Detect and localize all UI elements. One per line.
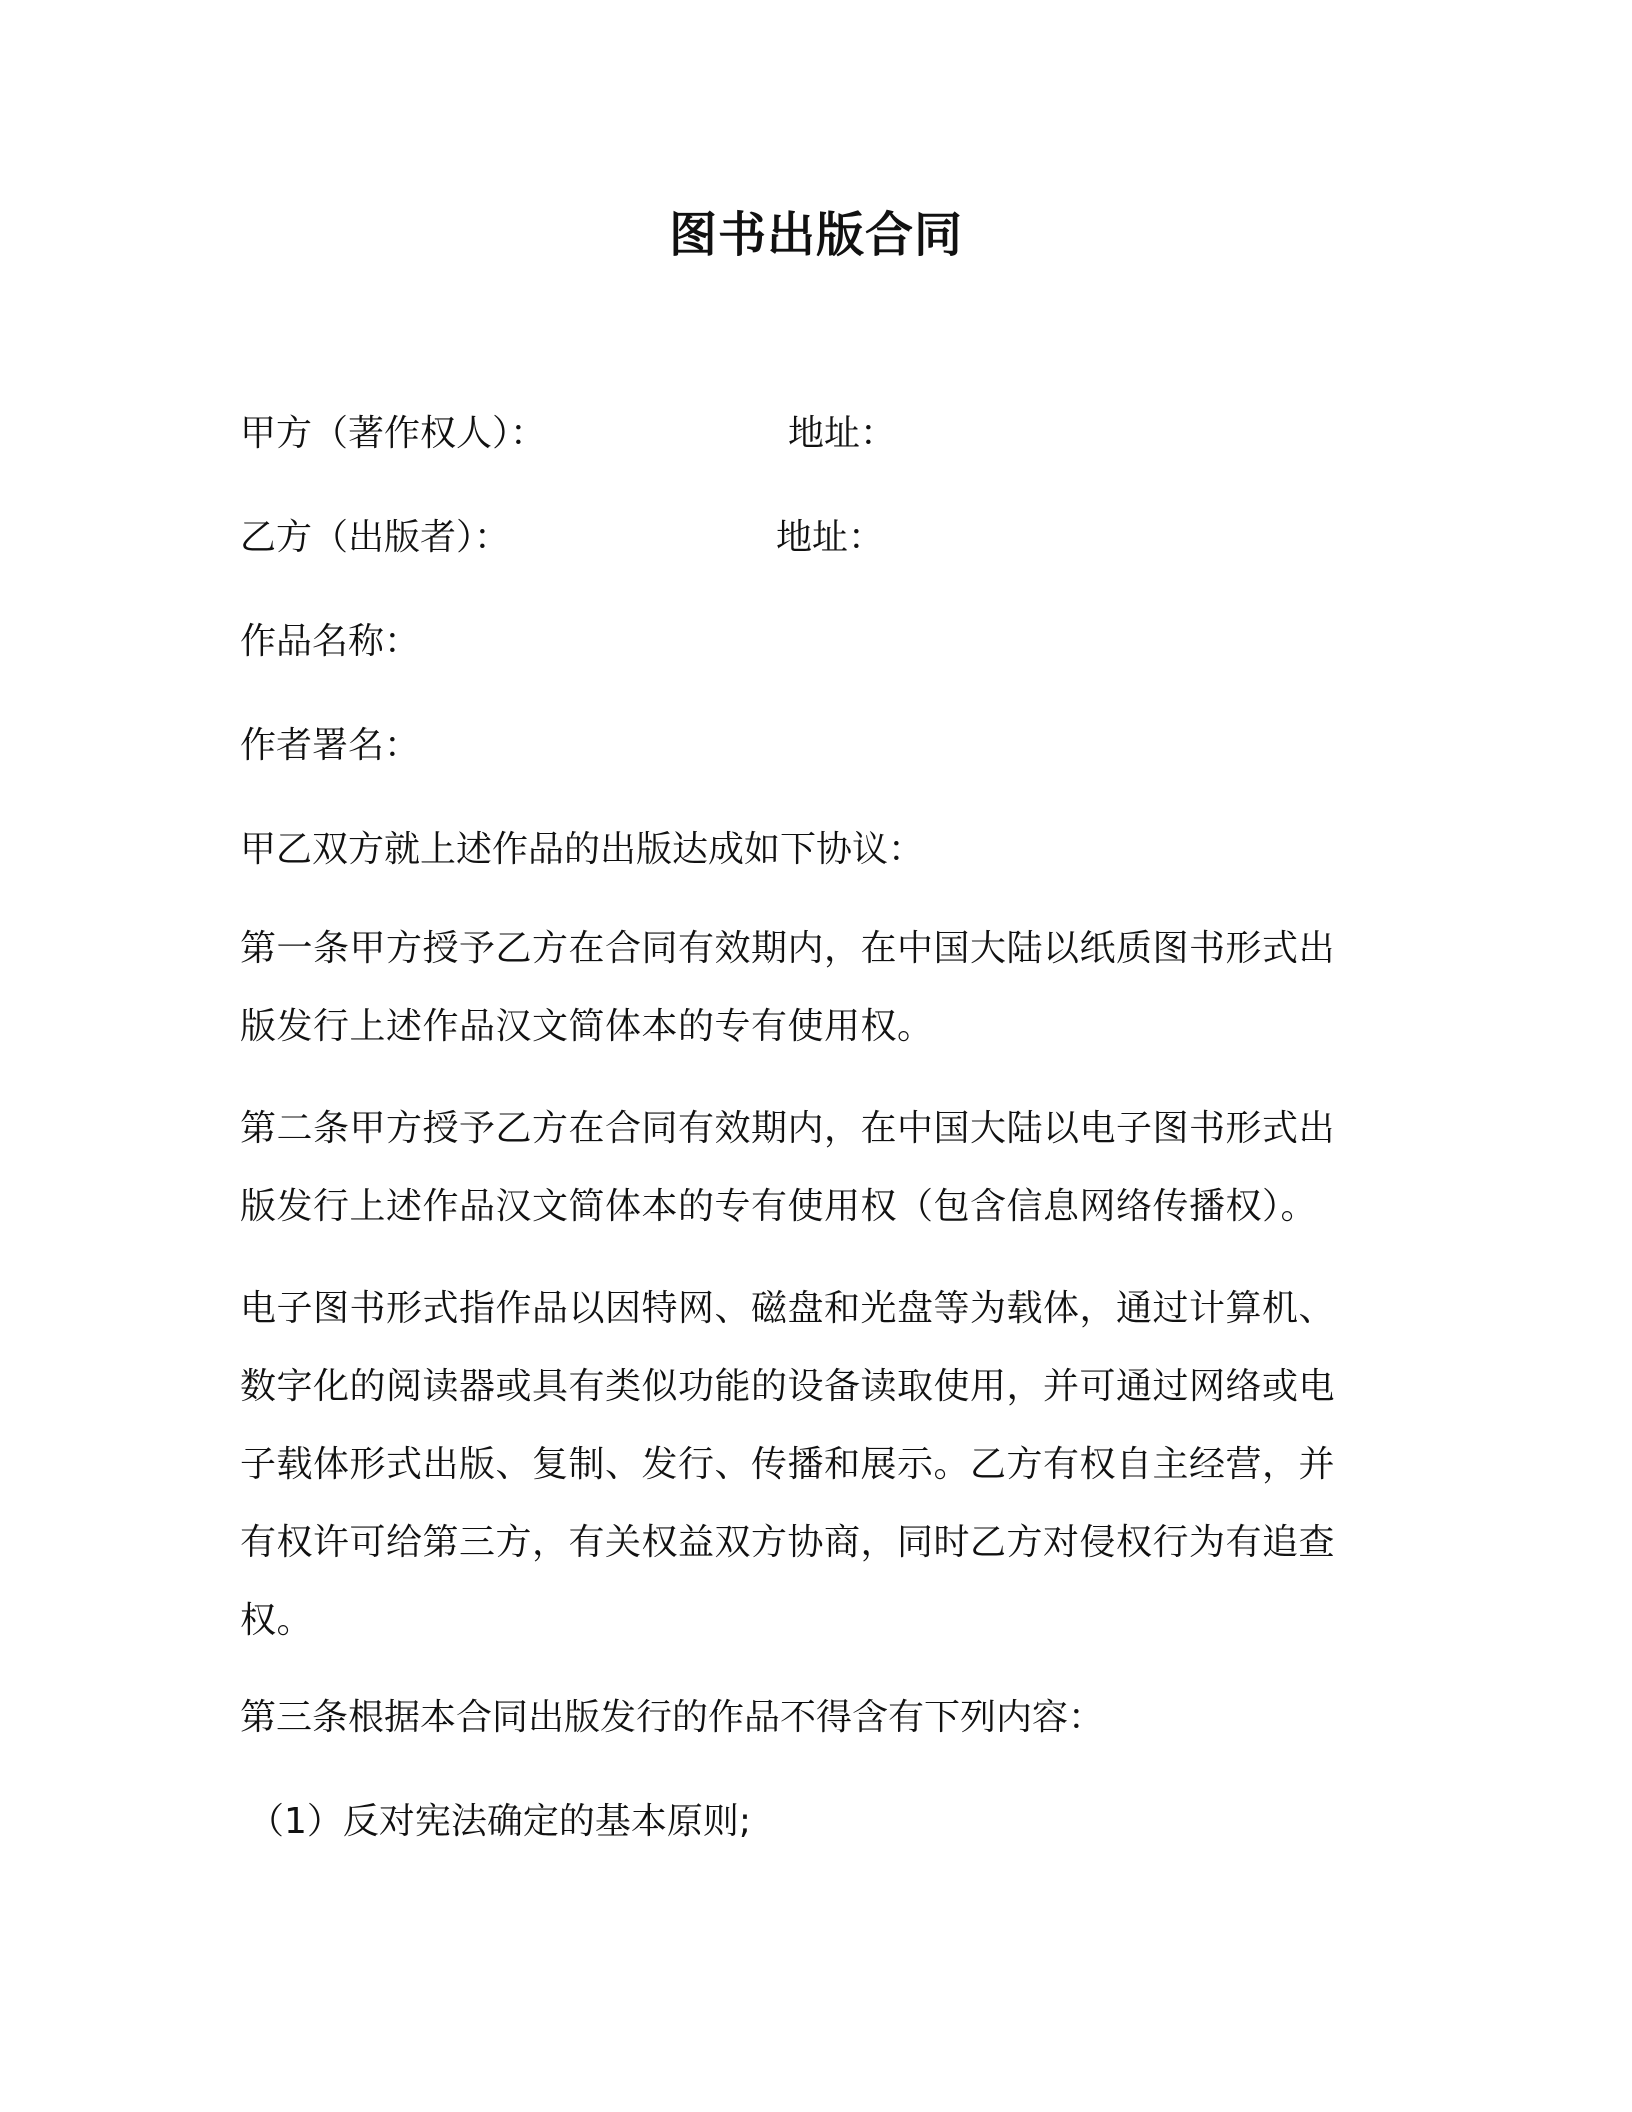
ebook-definition-line: 电子图书形式指作品以因特网、磁盘和光盘等为载体，通过计算机、 (240, 1288, 1336, 1329)
article-3: 第三条根据本合同出版发行的作品不得含有下列内容： (240, 1697, 1105, 1738)
ebook-definition (240, 1270, 1364, 1660)
article-1 (240, 910, 1364, 1066)
ebook-definition-line: 权。 (240, 1600, 314, 1641)
article-2-line: 版发行上述作品汉文简体本的专有使用权（包含信息网络传播权）。 (240, 1186, 1318, 1227)
party-a-label: 甲方（著作权人）： (240, 413, 547, 454)
party-a-address-label: 地址： (788, 413, 897, 454)
article-2-line: 第二条甲方授予乙方在合同有效期内，在中国大陆以电子图书形式出 (240, 1108, 1336, 1149)
agreement-intro: 甲乙双方就上述作品的出版达成如下协议： (240, 829, 925, 870)
party-b-label: 乙方（出版者）： (240, 517, 511, 558)
document-title: 图书出版合同 (668, 207, 963, 263)
article-1-line: 第一条甲方授予乙方在合同有效期内，在中国大陆以纸质图书形式出 (240, 928, 1336, 969)
author-label: 作者署名： (240, 725, 421, 766)
ebook-definition-line: 有权许可给第三方，有关权益双方协商，同时乙方对侵权行为有追查 (240, 1522, 1336, 1563)
party-b-address-label: 地址： (776, 517, 885, 558)
ebook-definition-line: 数字化的阅读器或具有类似功能的设备读取使用，并可通过网络或电 (240, 1366, 1336, 1407)
article-2 (240, 1090, 1364, 1246)
ebook-definition-line: 子载体形式出版、复制、发行、传播和展示。乙方有权自主经营，并 (240, 1444, 1336, 1485)
article-1-line: 版发行上述作品汉文简体本的专有使用权。 (240, 1006, 934, 1047)
work-title-label: 作品名称： (240, 621, 421, 662)
article-3-item-1: （1）反对宪法确定的基本原则; (248, 1801, 752, 1842)
